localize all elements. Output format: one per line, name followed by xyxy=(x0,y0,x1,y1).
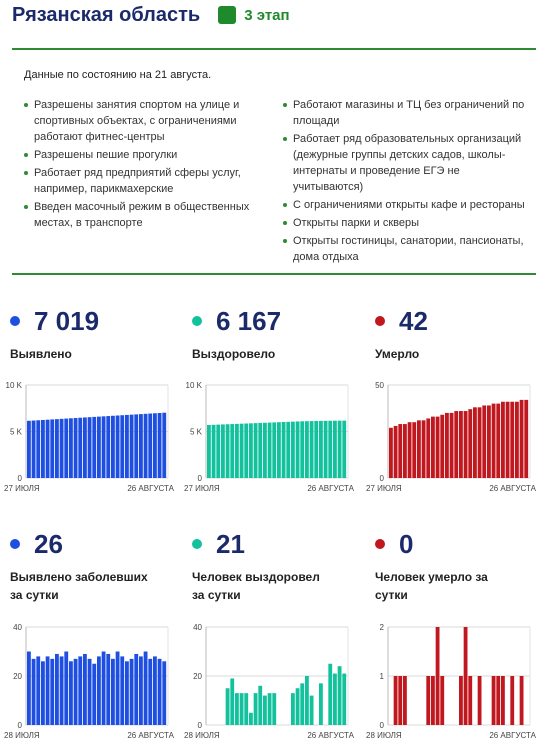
bar xyxy=(501,676,505,725)
y-tick-label: 0 xyxy=(17,721,22,730)
bar xyxy=(116,416,120,478)
bar xyxy=(268,693,272,725)
bar xyxy=(92,417,96,478)
bar xyxy=(235,693,239,725)
bar xyxy=(394,676,398,725)
bar xyxy=(64,419,68,478)
y-tick-label: 0 xyxy=(197,721,202,730)
series-dot-icon xyxy=(375,316,385,326)
bar xyxy=(125,415,129,478)
y-tick-label: 10 K xyxy=(185,381,202,390)
measure-item: Открыты парки и скверы xyxy=(283,215,528,231)
x-tick-label: 27 ИЮЛЯ xyxy=(4,484,40,493)
bar xyxy=(144,414,148,478)
series-dot-icon xyxy=(10,539,20,549)
bar xyxy=(32,421,36,478)
bar xyxy=(436,417,440,478)
bar xyxy=(296,421,300,478)
stat-detected xyxy=(10,305,180,363)
bar xyxy=(230,424,234,478)
bar xyxy=(417,420,421,478)
bar xyxy=(55,419,59,478)
chart-svg xyxy=(180,620,360,745)
bar xyxy=(305,421,309,478)
stat-recovered xyxy=(192,305,362,363)
bar xyxy=(162,661,166,725)
bar xyxy=(158,659,162,725)
x-tick-label: 28 ИЮЛЯ xyxy=(366,731,402,740)
bar xyxy=(258,423,262,478)
y-tick-label: 5 K xyxy=(189,427,202,437)
bar xyxy=(83,654,87,725)
bar xyxy=(263,696,267,725)
bar xyxy=(97,417,101,478)
bar xyxy=(27,421,31,478)
bar xyxy=(27,652,31,726)
bar xyxy=(78,656,82,725)
bar xyxy=(162,413,166,478)
bar xyxy=(319,421,323,478)
bar xyxy=(254,423,258,478)
bar xyxy=(403,424,407,478)
x-tick-label: 26 АВГУСТА xyxy=(489,484,536,493)
chart-svg xyxy=(0,620,180,745)
y-tick-label: 0 xyxy=(379,721,384,730)
bar xyxy=(153,656,157,725)
bar xyxy=(338,421,342,478)
bar xyxy=(240,693,244,725)
bar xyxy=(78,418,82,478)
y-tick-label: 40 xyxy=(13,623,22,632)
x-tick-label: 27 ИЮЛЯ xyxy=(184,484,220,493)
bar xyxy=(459,411,463,478)
stat-value: 6 167 xyxy=(216,305,282,336)
y-tick-label: 50 xyxy=(375,381,384,390)
bar xyxy=(389,428,393,478)
bar xyxy=(207,425,211,478)
bar xyxy=(394,426,398,478)
bar xyxy=(249,713,253,725)
bar xyxy=(32,659,36,725)
bar xyxy=(398,676,402,725)
stat-died-daily xyxy=(375,528,545,604)
measures-right-column xyxy=(283,97,528,267)
bar xyxy=(440,676,444,725)
bar xyxy=(342,674,346,725)
bar xyxy=(450,413,454,478)
bar xyxy=(55,654,59,725)
bar xyxy=(408,422,412,478)
bar xyxy=(221,424,225,478)
stage-label: 3 этап xyxy=(244,6,290,24)
bar xyxy=(158,413,162,478)
bar xyxy=(88,417,92,478)
bar xyxy=(50,419,54,478)
bar xyxy=(69,661,73,725)
bar xyxy=(139,414,143,478)
measure-item: Разрешены занятия спортом на улице и спортивных объектах, с ограничениями работают фитнес-центры xyxy=(24,97,269,145)
bar xyxy=(478,407,482,478)
x-tick-label: 26 АВГУСТА xyxy=(307,484,354,493)
bar xyxy=(454,411,458,478)
bar xyxy=(328,421,332,478)
y-tick-label: 1 xyxy=(379,672,384,681)
bar xyxy=(263,423,267,478)
bar xyxy=(120,656,124,725)
bar xyxy=(291,693,295,725)
bar xyxy=(64,652,68,726)
bar xyxy=(153,413,157,478)
bar xyxy=(134,654,138,725)
bar xyxy=(74,418,78,478)
chart-svg xyxy=(0,378,180,498)
x-tick-label: 26 АВГУСТА xyxy=(127,731,174,740)
bar xyxy=(305,676,309,725)
bar xyxy=(216,425,220,478)
bar xyxy=(230,678,234,725)
bar xyxy=(226,424,230,478)
bar xyxy=(111,416,115,478)
y-tick-label: 0 xyxy=(197,474,202,483)
stage-indicator xyxy=(218,6,289,24)
series-dot-icon xyxy=(375,539,385,549)
data-date-note: Данные по состоянию на 21 августа. xyxy=(24,69,212,81)
bar xyxy=(148,659,152,725)
bar xyxy=(426,418,430,478)
y-tick-label: 20 xyxy=(13,672,22,681)
bar xyxy=(286,422,290,478)
bar xyxy=(36,420,40,478)
bar xyxy=(83,417,87,478)
measure-item: Работает ряд образовательных организаций (дежурные группы детских садов, школы-интернаты и проведение ЕГЭ не учитываются) xyxy=(283,131,528,195)
chart-svg xyxy=(180,378,360,498)
bar xyxy=(74,659,78,725)
chart-detected-daily xyxy=(0,620,180,745)
bar xyxy=(60,419,64,478)
stage-square-icon xyxy=(218,6,236,24)
bar xyxy=(282,422,286,478)
bar xyxy=(333,421,337,478)
bar xyxy=(240,424,244,478)
bar xyxy=(445,413,449,478)
bar xyxy=(510,402,514,478)
bar xyxy=(520,400,524,478)
bar xyxy=(468,409,472,478)
bar xyxy=(41,661,45,725)
measure-item: Открыты гостиницы, санатории, пансионаты, дома отдыха xyxy=(283,233,528,265)
bar xyxy=(254,693,258,725)
bar xyxy=(333,674,337,725)
bar xyxy=(468,676,472,725)
bar xyxy=(272,693,276,725)
y-tick-label: 0 xyxy=(17,474,22,483)
bar xyxy=(496,676,500,725)
chart-detected-cumulative xyxy=(0,378,180,498)
bar xyxy=(102,652,106,726)
bar xyxy=(310,421,314,478)
bar xyxy=(244,693,248,725)
bar xyxy=(300,683,304,725)
top-divider xyxy=(12,48,536,50)
x-tick-label: 28 ИЮЛЯ xyxy=(184,731,220,740)
chart-died-cumulative xyxy=(362,378,542,498)
bar xyxy=(426,676,430,725)
bar xyxy=(300,421,304,478)
bar xyxy=(235,424,239,478)
bar xyxy=(88,659,92,725)
chart-recovered-cumulative xyxy=(180,378,360,498)
bar xyxy=(324,421,328,478)
bar xyxy=(46,656,50,725)
bar xyxy=(492,404,496,478)
bar xyxy=(338,666,342,725)
bar xyxy=(398,424,402,478)
bar xyxy=(431,417,435,478)
stat-value: 7 019 xyxy=(34,305,100,336)
bar xyxy=(473,407,477,478)
x-tick-label: 26 АВГУСТА xyxy=(307,731,354,740)
bar xyxy=(46,420,50,478)
stat-value: 26 xyxy=(34,528,63,559)
bar xyxy=(36,656,40,725)
measures-left-column xyxy=(24,97,269,233)
bar xyxy=(436,627,440,725)
series-dot-icon xyxy=(192,316,202,326)
chart-recovered-daily xyxy=(180,620,360,745)
bar xyxy=(403,676,407,725)
bar xyxy=(492,676,496,725)
bar xyxy=(515,402,519,478)
stat-label: Человек выздоровел за сутки xyxy=(192,570,320,602)
bar xyxy=(314,421,318,478)
chart-died-daily xyxy=(362,620,542,745)
y-tick-label: 40 xyxy=(193,623,202,632)
bar xyxy=(116,652,120,726)
y-tick-label: 0 xyxy=(379,474,384,483)
chart-svg xyxy=(362,620,542,745)
middle-divider xyxy=(12,273,536,275)
bar xyxy=(422,420,426,478)
bar xyxy=(111,659,115,725)
bar xyxy=(106,654,110,725)
measure-item: Работает ряд предприятий сферы услуг, например, парикмахерские xyxy=(24,165,269,197)
series-dot-icon xyxy=(192,539,202,549)
bar xyxy=(249,423,253,478)
bar xyxy=(92,664,96,725)
bar xyxy=(148,414,152,478)
bar xyxy=(144,652,148,726)
bar xyxy=(226,688,230,725)
stat-label: Выявлено xyxy=(10,347,72,361)
stat-detected-daily xyxy=(10,528,180,604)
stat-label: Умерло xyxy=(375,347,420,361)
bar xyxy=(50,659,54,725)
stat-label: Выздоровело xyxy=(192,347,276,361)
bar xyxy=(268,423,272,478)
bar xyxy=(464,411,468,478)
bar xyxy=(69,418,73,478)
bar xyxy=(496,404,500,478)
bar xyxy=(478,676,482,725)
x-tick-label: 26 АВГУСТА xyxy=(489,731,536,740)
stat-label: Человек умерло за сутки xyxy=(375,570,488,602)
bar xyxy=(120,415,124,478)
bar xyxy=(431,676,435,725)
x-tick-label: 26 АВГУСТА xyxy=(127,484,174,493)
bar xyxy=(41,420,45,478)
y-tick-label: 10 K xyxy=(5,381,22,390)
y-tick-label: 5 K xyxy=(9,427,22,437)
bar xyxy=(296,688,300,725)
y-tick-label: 2 xyxy=(379,623,384,632)
bar xyxy=(310,696,314,725)
bar xyxy=(520,676,524,725)
bar xyxy=(272,422,276,478)
bar xyxy=(125,661,129,725)
bar xyxy=(482,405,486,478)
header xyxy=(12,0,290,30)
bar xyxy=(60,656,64,725)
measure-item: С ограничениями открыты кафе и рестораны xyxy=(283,197,528,213)
bar xyxy=(319,683,323,725)
bar xyxy=(506,402,510,478)
bar xyxy=(212,425,216,478)
chart-svg xyxy=(362,378,542,498)
bar xyxy=(464,627,468,725)
bar xyxy=(277,422,281,478)
bar xyxy=(412,422,416,478)
stat-died xyxy=(375,305,545,363)
x-tick-label: 28 ИЮЛЯ xyxy=(4,731,40,740)
bar xyxy=(130,415,134,478)
bar xyxy=(139,656,143,725)
bar xyxy=(510,676,514,725)
stat-recovered-daily xyxy=(192,528,362,604)
stat-value: 0 xyxy=(399,528,414,559)
bar xyxy=(501,402,505,478)
x-tick-label: 27 ИЮЛЯ xyxy=(366,484,402,493)
bar xyxy=(106,416,110,478)
measure-item: Работают магазины и ТЦ без ограничений по площади xyxy=(283,97,528,129)
bar xyxy=(244,424,248,478)
stat-value: 42 xyxy=(399,305,428,336)
bar xyxy=(342,421,346,478)
bar xyxy=(328,664,332,725)
measure-item: Введен масочный режим в общественных местах, в транспорте xyxy=(24,199,269,231)
stat-value: 21 xyxy=(216,528,245,559)
bar xyxy=(291,422,295,478)
region-title: Рязанская область xyxy=(12,3,201,26)
bar xyxy=(459,676,463,725)
stat-label: Выявлено заболевших за сутки xyxy=(10,570,148,602)
bar xyxy=(524,400,528,478)
bar xyxy=(130,659,134,725)
bar xyxy=(102,416,106,478)
y-tick-label: 20 xyxy=(193,672,202,681)
series-dot-icon xyxy=(10,316,20,326)
bar xyxy=(487,405,491,478)
bar xyxy=(258,686,262,725)
measure-item: Разрешены пешие прогулки xyxy=(24,147,269,163)
bar xyxy=(97,656,101,725)
bar xyxy=(134,414,138,478)
bar xyxy=(440,415,444,478)
